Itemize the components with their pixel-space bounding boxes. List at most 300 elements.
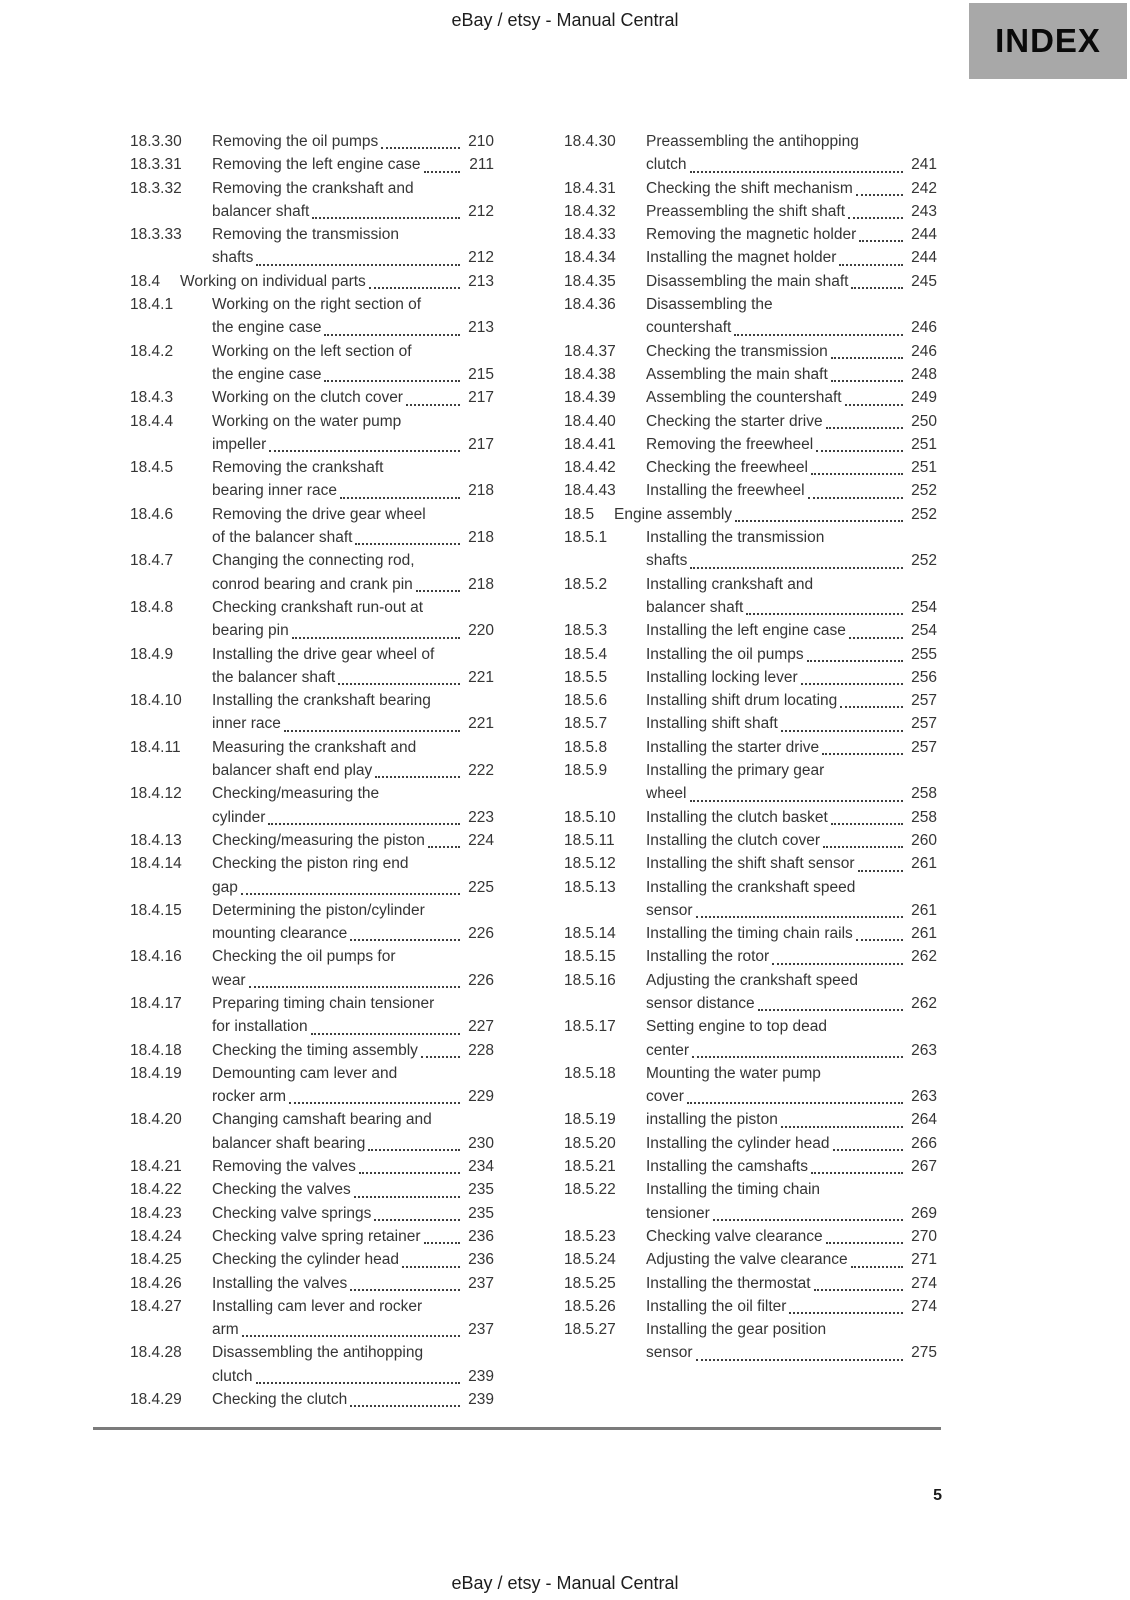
entry-page-number: 218 — [468, 529, 494, 547]
entry-last-line — [646, 316, 937, 339]
entry-body — [212, 1388, 494, 1411]
entry-title-line: Changing the connecting rod, — [212, 552, 415, 570]
toc-entry — [564, 922, 937, 945]
entry-body — [646, 969, 937, 1016]
entry-title: Removing the oil pumps — [212, 133, 379, 150]
entry-body — [646, 1318, 937, 1365]
entry-page-number: 274 — [911, 1274, 937, 1292]
entry-last-line — [646, 223, 937, 246]
entry-body — [646, 1108, 937, 1131]
entry-last-line — [646, 153, 937, 176]
entry-title-line: Determining the piston/cylinder — [212, 901, 425, 919]
dot-leader — [853, 922, 907, 945]
entry-number: 18.4.8 — [130, 598, 174, 616]
entry-title: center — [646, 1041, 690, 1059]
toc-entry — [130, 736, 494, 783]
dot-leader — [351, 1178, 464, 1201]
entry-title-line: Removing the transmission — [212, 226, 399, 244]
entry-title: of the balancer shaft — [212, 529, 353, 547]
entry-last-line — [646, 1108, 937, 1131]
entry-last-line — [646, 386, 937, 409]
entry-page-number: 267 — [911, 1158, 937, 1176]
entry-last-line — [212, 1178, 494, 1201]
entry-body — [212, 1062, 494, 1109]
entry-page-number: 241 — [911, 156, 937, 174]
entry-title: Installing the oil pumps — [646, 645, 804, 663]
entry-title: Working on individual parts — [180, 272, 366, 290]
dot-leader — [710, 1202, 907, 1225]
toc-entry — [130, 177, 494, 224]
entry-page-number: 221 — [468, 715, 494, 733]
entry-page-number: 236 — [468, 1251, 494, 1269]
entry-last-line — [212, 363, 494, 386]
dot-leader — [352, 526, 464, 549]
dot-leader — [238, 876, 464, 899]
entry-page-number: 258 — [911, 785, 937, 803]
entry-body — [212, 689, 494, 736]
entry-page-number: 213 — [468, 319, 494, 337]
dot-leader — [687, 549, 907, 572]
toc-entry — [130, 293, 494, 340]
entry-body — [646, 246, 937, 269]
dot-leader — [769, 945, 907, 968]
entry-number: 18.4.14 — [130, 855, 182, 873]
entry-last-line — [212, 1272, 494, 1295]
entry-page-number: 252 — [911, 482, 937, 500]
entry-title: Engine assembly — [614, 505, 733, 523]
dot-leader — [281, 712, 464, 735]
entry-body — [212, 177, 494, 224]
entry-title: Adjusting the valve clearance — [646, 1251, 848, 1269]
entry-body — [646, 1272, 937, 1295]
entry-number: 18.5.13 — [564, 878, 616, 896]
entry-page-number: 274 — [911, 1297, 937, 1315]
entry-number: 18.5.21 — [564, 1158, 616, 1176]
dot-leader — [308, 1015, 464, 1038]
entry-last-line — [646, 479, 937, 502]
dot-leader — [855, 852, 907, 875]
entry-body — [212, 386, 494, 409]
dot-leader — [842, 386, 907, 409]
entry-page-number: 217 — [468, 389, 494, 407]
entry-body — [212, 782, 494, 829]
entry-last-line — [646, 806, 937, 829]
entry-last-line — [646, 1155, 937, 1178]
entry-page-number: 269 — [911, 1204, 937, 1222]
entry-page-number: 254 — [911, 598, 937, 616]
entry-last-line — [646, 712, 937, 735]
entry-title: countershaft — [646, 319, 732, 337]
entry-body — [180, 270, 494, 293]
entry-page-number: 271 — [911, 1251, 937, 1269]
entry-last-line — [646, 736, 937, 759]
dot-leader — [421, 153, 464, 176]
dot-leader — [687, 782, 908, 805]
toc-entry — [564, 1318, 937, 1365]
entry-title-line: Checking crankshaft run-out at — [212, 598, 424, 616]
entry-body — [212, 1039, 494, 1062]
entry-title-line: Checking/measuring the — [212, 785, 380, 803]
entry-title: conrod bearing and crank pin — [212, 575, 413, 593]
entry-body — [646, 1225, 937, 1248]
entry-page-number: 263 — [911, 1041, 937, 1059]
entry-title: Removing the magnetic holder — [646, 226, 857, 244]
entry-last-line — [646, 1272, 937, 1295]
entry-page-number: 237 — [468, 1321, 494, 1339]
entry-number: 18.3.30 — [130, 133, 182, 150]
entry-title: arm — [212, 1321, 239, 1339]
entry-page-number: 262 — [911, 948, 937, 966]
entry-body — [646, 876, 937, 923]
entry-number: 18.4.5 — [130, 459, 174, 477]
entry-last-line — [212, 200, 494, 223]
entry-body — [646, 806, 937, 829]
dot-leader — [239, 1318, 464, 1341]
entry-last-line — [646, 433, 937, 456]
entry-title-line: Changing camshaft bearing and — [212, 1111, 432, 1129]
dot-leader — [808, 456, 907, 479]
dot-leader — [786, 1295, 907, 1318]
entry-number: 18.5.8 — [564, 738, 608, 756]
entry-page-number: 257 — [911, 692, 937, 710]
entry-last-line — [646, 852, 937, 875]
toc-entry — [564, 1155, 937, 1178]
toc-entry — [564, 223, 937, 246]
dot-leader — [356, 1155, 464, 1178]
entry-body — [646, 363, 937, 386]
toc-entry — [130, 596, 494, 643]
entry-page-number: 226 — [468, 925, 494, 943]
entry-number: 18.4.18 — [130, 1041, 182, 1059]
entry-body — [212, 1155, 494, 1178]
entry-body — [646, 829, 937, 852]
dot-leader — [286, 1085, 464, 1108]
entry-body — [212, 736, 494, 783]
entry-title: Installing the oil filter — [646, 1297, 787, 1315]
entry-body — [646, 410, 937, 433]
entry-title-line: Disassembling the antihopping — [212, 1344, 424, 1362]
entry-page-number: 211 — [469, 156, 494, 174]
entry-title: Installing the left engine case — [646, 622, 846, 640]
entry-title: Installing locking lever — [646, 668, 798, 686]
entry-page-number: 229 — [468, 1088, 494, 1106]
toc-entry — [130, 899, 494, 946]
entry-title: Disassembling the main shaft — [646, 272, 849, 290]
entry-number: 18.4.10 — [130, 692, 182, 710]
entry-last-line — [212, 666, 494, 689]
entry-title-line: Working on the water pump — [212, 412, 402, 430]
entry-title: Checking valve springs — [212, 1204, 372, 1222]
entry-title: Checking the valves — [212, 1181, 351, 1199]
entry-body — [646, 573, 937, 620]
dot-leader — [309, 200, 464, 223]
dot-leader — [846, 619, 907, 642]
entry-last-line — [646, 410, 937, 433]
entry-title: Checking the clutch — [212, 1391, 348, 1409]
entry-title: clutch — [212, 1367, 253, 1385]
toc-entry — [130, 130, 494, 153]
entry-number: 18.5.12 — [564, 855, 616, 873]
entry-number: 18.5.4 — [564, 645, 608, 663]
footer-divider — [93, 1427, 941, 1430]
dot-leader — [836, 246, 907, 269]
entry-number: 18.4.23 — [130, 1204, 182, 1222]
dot-leader — [418, 1039, 464, 1062]
entry-last-line — [646, 945, 937, 968]
dot-leader — [743, 596, 907, 619]
entry-number: 18.4.40 — [564, 412, 616, 430]
entry-last-line — [646, 619, 937, 642]
dot-leader — [828, 340, 907, 363]
entry-last-line — [646, 246, 937, 269]
entry-number: 18.4.32 — [564, 202, 616, 220]
entry-last-line — [646, 922, 937, 945]
toc-entry — [130, 223, 494, 270]
entry-title: Installing the valves — [212, 1274, 348, 1292]
entry-page-number: 261 — [911, 855, 937, 873]
entry-number: 18.5 — [564, 505, 595, 523]
toc-entry — [130, 1178, 494, 1201]
dot-leader — [837, 689, 907, 712]
entry-number: 18.4.7 — [130, 552, 174, 570]
entry-body — [212, 945, 494, 992]
dot-leader — [265, 806, 464, 829]
dot-leader — [366, 270, 464, 293]
entry-number: 18.5.26 — [564, 1297, 616, 1315]
entry-last-line — [212, 619, 494, 642]
entry-title-line: Installing cam lever and rocker — [212, 1297, 423, 1315]
entry-title-line: Installing the drive gear wheel of — [212, 645, 435, 663]
toc-entry — [130, 1108, 494, 1155]
toc-entry — [564, 479, 937, 502]
entry-body — [212, 1225, 494, 1248]
dot-leader — [321, 363, 464, 386]
entry-page-number: 246 — [911, 319, 937, 337]
entry-last-line — [212, 386, 494, 409]
entry-last-line — [212, 479, 494, 502]
entry-last-line — [212, 806, 494, 829]
entry-title-line: Checking the oil pumps for — [212, 948, 396, 966]
entry-last-line — [646, 1085, 937, 1108]
entry-title-line: Installing the primary gear — [646, 762, 825, 780]
entry-last-line — [212, 1388, 494, 1411]
toc-entry — [564, 456, 937, 479]
entry-title: cylinder — [212, 808, 266, 826]
entry-number: 18.5.14 — [564, 925, 616, 943]
entry-last-line — [212, 1132, 494, 1155]
entry-last-line — [646, 899, 937, 922]
entry-last-line — [646, 596, 937, 619]
entry-title: Installing the thermostat — [646, 1274, 811, 1292]
toc-entry — [564, 876, 937, 923]
dot-leader — [266, 433, 464, 456]
toc-entry — [130, 153, 494, 176]
entry-title-line: Measuring the crankshaft and — [212, 738, 417, 756]
entry-title: Checking the freewheel — [646, 459, 808, 477]
entry-number: 18.5.19 — [564, 1111, 616, 1129]
entry-number: 18.3.33 — [130, 226, 182, 244]
toc-entry — [130, 945, 494, 992]
entry-body — [646, 177, 937, 200]
entry-page-number: 270 — [911, 1227, 937, 1245]
entry-number: 18.4.34 — [564, 249, 616, 267]
header-title: eBay / etsy - Manual Central — [451, 10, 679, 30]
toc-entry — [564, 410, 937, 433]
entry-page-number: 235 — [468, 1181, 494, 1199]
entry-number: 18.5.25 — [564, 1274, 616, 1292]
entry-title: Removing the freewheel — [646, 435, 814, 453]
toc-entry — [564, 270, 937, 293]
entry-title: Preassembling the shift shaft — [646, 202, 846, 220]
entry-number: 18.4.11 — [130, 738, 181, 756]
entry-title-line: Mounting the water pump — [646, 1064, 821, 1082]
entry-number: 18.4.6 — [130, 505, 174, 523]
entry-page-number: 262 — [911, 994, 937, 1012]
entry-title: cover — [646, 1088, 684, 1106]
entry-number: 18.4.36 — [564, 296, 616, 314]
toc-entry — [130, 1248, 494, 1271]
entry-page-number: 243 — [911, 202, 937, 220]
toc-entry — [130, 643, 494, 690]
entry-title-line: Removing the crankshaft and — [212, 179, 414, 197]
entry-body — [646, 666, 937, 689]
entry-number: 18.5.3 — [564, 622, 608, 640]
entry-body — [212, 596, 494, 643]
entry-title-line: Setting engine to top dead — [646, 1018, 827, 1036]
entry-title-line: Disassembling the — [646, 296, 773, 314]
entry-last-line — [646, 782, 937, 805]
entry-page-number: 244 — [911, 249, 937, 267]
toc-entry — [564, 806, 937, 829]
entry-last-line — [212, 1365, 494, 1388]
dot-leader — [805, 479, 907, 502]
dot-leader — [811, 1272, 907, 1295]
entry-last-line — [212, 316, 494, 339]
toc-entry — [130, 456, 494, 503]
dot-leader — [808, 1155, 907, 1178]
entry-last-line — [212, 1015, 494, 1038]
entry-title: Assembling the countershaft — [646, 389, 842, 407]
toc-entry — [130, 270, 494, 293]
entry-body — [646, 433, 937, 456]
entry-page-number: 261 — [911, 901, 937, 919]
entry-body — [212, 153, 494, 176]
entry-body — [212, 1341, 494, 1388]
entry-body — [212, 549, 494, 596]
dot-leader — [425, 829, 464, 852]
entry-last-line — [180, 270, 494, 293]
index-tab — [969, 3, 1127, 79]
entry-title: balancer shaft end play — [212, 762, 373, 780]
entry-title-line: Checking the piston ring end — [212, 855, 409, 873]
entry-body — [646, 759, 937, 806]
entry-page-number: 236 — [468, 1227, 494, 1245]
toc-entry — [564, 573, 937, 620]
entry-number: 18.4.21 — [130, 1158, 182, 1176]
entry-body — [646, 689, 937, 712]
dot-leader — [289, 619, 464, 642]
entry-title-line: Preparing timing chain tensioner — [212, 994, 435, 1012]
toc-entry — [130, 689, 494, 736]
dot-leader — [347, 1388, 464, 1411]
dot-leader — [337, 479, 464, 502]
entry-body — [212, 410, 494, 457]
entry-body — [646, 1248, 937, 1271]
entry-body — [212, 293, 494, 340]
page-number: 5 — [933, 1487, 942, 1504]
entry-title: Removing the valves — [212, 1158, 356, 1176]
entry-title: Checking the shift mechanism — [646, 179, 853, 197]
entry-last-line — [212, 759, 494, 782]
entry-last-line — [212, 1085, 494, 1108]
entry-title: wear — [212, 971, 246, 989]
entry-number: 18.4 — [130, 272, 161, 290]
entry-title-line: Installing the crankshaft bearing — [212, 692, 431, 710]
entry-last-line — [212, 526, 494, 549]
dot-leader — [823, 410, 907, 433]
entry-last-line — [646, 1248, 937, 1271]
entry-title-line: Installing the timing chain — [646, 1181, 821, 1199]
entry-last-line — [212, 969, 494, 992]
entry-page-number: 252 — [911, 552, 937, 570]
entry-title: Checking valve spring retainer — [212, 1227, 421, 1245]
entry-last-line — [646, 1039, 937, 1062]
entry-body — [212, 223, 494, 270]
entry-number: 18.4.29 — [130, 1391, 182, 1409]
toc-entry — [130, 503, 494, 550]
entry-last-line — [212, 130, 494, 153]
dot-leader — [687, 153, 908, 176]
entry-page-number: 226 — [468, 971, 494, 989]
toc-entry — [564, 293, 937, 340]
entry-page-number: 239 — [468, 1367, 494, 1385]
entry-number: 18.5.7 — [564, 715, 608, 733]
entry-body — [212, 1272, 494, 1295]
toc-entry — [564, 363, 937, 386]
toc-entry — [564, 200, 937, 223]
toc-entry — [564, 666, 937, 689]
toc-entry — [564, 526, 937, 573]
dot-leader — [853, 177, 907, 200]
entry-last-line — [212, 1155, 494, 1178]
entry-number: 18.4.41 — [564, 435, 616, 453]
dot-leader — [399, 1248, 464, 1271]
entry-title: the engine case — [212, 319, 322, 337]
dot-leader — [253, 246, 464, 269]
entry-title: Installing the rotor — [646, 948, 770, 966]
entry-body — [646, 712, 937, 735]
toc-entry — [564, 1108, 937, 1131]
entry-body — [646, 223, 937, 246]
toc-entry — [130, 1155, 494, 1178]
entry-page-number: 246 — [911, 342, 937, 360]
entry-page-number: 263 — [911, 1088, 937, 1106]
entry-last-line — [646, 177, 937, 200]
entry-last-line — [212, 1202, 494, 1225]
entry-title: gap — [212, 878, 238, 896]
toc-entry — [130, 1202, 494, 1225]
dot-leader — [856, 223, 907, 246]
entry-body — [212, 1178, 494, 1201]
entry-body — [646, 526, 937, 573]
entry-number: 18.5.24 — [564, 1251, 616, 1269]
toc-entry — [564, 619, 937, 642]
entry-title-line: Working on the right section of — [212, 296, 422, 314]
entry-title: Installing the timing chain rails — [646, 925, 853, 943]
entry-body — [646, 1295, 937, 1318]
entry-title: Installing the clutch basket — [646, 808, 828, 826]
entry-title: Checking the starter drive — [646, 412, 823, 430]
